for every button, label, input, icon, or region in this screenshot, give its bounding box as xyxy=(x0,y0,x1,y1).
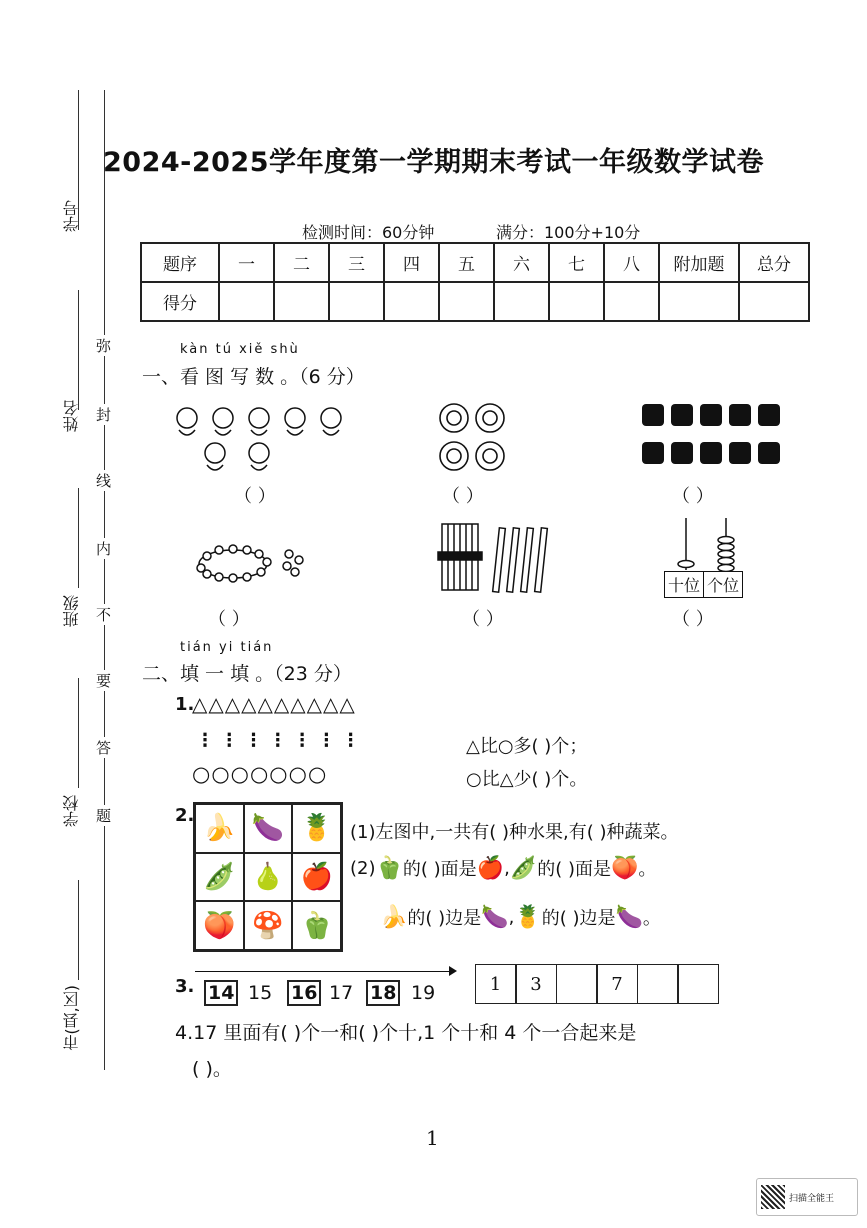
q4-continuation: ( )。 xyxy=(192,1058,232,1080)
table-header-cell: 八 xyxy=(604,243,659,282)
bell-pepper-icon: 🫑 xyxy=(292,901,341,950)
seal-char: 不 xyxy=(96,606,112,624)
q2-part2-prefix: (2) xyxy=(350,857,376,879)
table-header-cell: 总分 xyxy=(739,243,809,282)
abacus xyxy=(664,516,750,572)
page-title: 2024-2025学年度第一学期期末考试一年级数学试卷 xyxy=(103,147,764,178)
score-cell[interactable] xyxy=(604,282,659,321)
q2-part2-end: 。 xyxy=(638,859,657,880)
answer-blank[interactable]: （ ） xyxy=(672,486,714,507)
pear-icon: 🍐 xyxy=(244,853,293,902)
q1-dots: ⋮ ⋮ ⋮ ⋮ ⋮ ⋮ ⋮ xyxy=(196,730,360,751)
q1-circles: ○○○○○○○ xyxy=(192,762,328,786)
beads-necklace xyxy=(195,540,315,590)
binding-line xyxy=(104,90,105,1070)
q1-question-a: △比○多( )个； xyxy=(466,736,588,757)
q2-label: 2. xyxy=(175,805,195,826)
score-cell[interactable] xyxy=(274,282,329,321)
seal-char: 弥 xyxy=(96,337,112,355)
figure-icon xyxy=(205,443,225,470)
number-line-arrow xyxy=(449,966,457,976)
lions-group-4 xyxy=(436,400,510,476)
seal-char: 答 xyxy=(96,739,112,757)
apple-icon: 🍎 xyxy=(292,853,341,902)
sequence-box[interactable]: 3 xyxy=(515,964,557,1004)
sequence-box[interactable]: 1 xyxy=(475,964,517,1004)
figure-icon xyxy=(213,408,233,435)
ones-label: 个位 xyxy=(707,576,740,595)
number-line xyxy=(195,971,453,972)
eggplant-icon: 🍆 xyxy=(481,904,509,930)
q2-part3-sep: , xyxy=(508,906,515,928)
table-header-cell: 五 xyxy=(439,243,494,282)
seal-char: 封 xyxy=(96,406,112,424)
score-cell[interactable] xyxy=(549,282,604,321)
place-value-labels xyxy=(664,571,743,598)
peach-icon: 🍑 xyxy=(195,901,244,950)
table-header-cell: 一 xyxy=(219,243,274,282)
q1-triangles: △△△△△△△△△△ xyxy=(192,692,356,716)
number-line-label: 16 xyxy=(287,980,321,1006)
margin-line xyxy=(78,678,79,788)
figure-icon xyxy=(249,443,269,470)
seal-char: 题 xyxy=(96,807,112,825)
score-cell[interactable] xyxy=(439,282,494,321)
school-label: 学校 xyxy=(62,795,81,827)
scanner-watermark xyxy=(756,1178,858,1216)
qr-code-icon xyxy=(761,1185,785,1209)
watermark-label: 扫描全能王 xyxy=(789,1193,835,1204)
margin-line xyxy=(78,290,79,410)
table-header-cell: 二 xyxy=(274,243,329,282)
table-header-cell: 题序 xyxy=(141,243,219,282)
q4-text: 4.17 里面有( )个一和( )个十,1 个十和 4 个一合起来是 xyxy=(175,1022,637,1044)
answer-blank[interactable]: （ ） xyxy=(462,609,504,630)
sequence-box[interactable]: 7 xyxy=(596,964,638,1004)
seal-char: 要 xyxy=(96,672,112,690)
exam-time: 检测时间：60分钟 xyxy=(302,223,435,242)
seal-char: 内 xyxy=(96,540,112,558)
score-table xyxy=(140,242,810,322)
number-line-label: 18 xyxy=(366,980,400,1006)
eggplant-icon: 🍆 xyxy=(615,904,643,930)
exam-full-score: 满分：100分+10分 xyxy=(496,223,641,242)
figure-icon xyxy=(285,408,305,435)
table-header-cell: 附加题 xyxy=(659,243,739,282)
q2-part3 xyxy=(380,904,661,930)
sequence-box[interactable] xyxy=(677,964,719,1004)
city-label: 市(县,区) xyxy=(62,985,81,1051)
section2-title: 二、填 一 填 。（23 分） xyxy=(142,663,352,685)
pineapple-icon: 🍍 xyxy=(292,804,341,853)
sequence-box[interactable] xyxy=(637,964,679,1004)
mushroom-icon: 🍄 xyxy=(244,901,293,950)
number-line-label: 17 xyxy=(329,982,354,1004)
apple-icon: 🍎 xyxy=(476,855,505,881)
banana-icon: 🍌 xyxy=(195,804,244,853)
score-cell[interactable] xyxy=(494,282,549,321)
q2-part3-text: 的( )边是 xyxy=(407,908,482,929)
answer-blank[interactable]: （ ） xyxy=(442,486,484,507)
figure-icon xyxy=(249,408,269,435)
score-cell[interactable] xyxy=(659,282,739,321)
page-number: 1 xyxy=(426,1126,439,1150)
answer-blank[interactable]: （ ） xyxy=(234,486,276,507)
sticks-bundle xyxy=(436,520,554,596)
score-cell[interactable] xyxy=(329,282,384,321)
pineapple-icon: 🍍 xyxy=(514,904,542,930)
q1-label: 1. xyxy=(175,694,195,715)
produce-grid xyxy=(193,802,343,952)
score-cell[interactable] xyxy=(739,282,809,321)
figures-group-7 xyxy=(165,398,355,478)
margin-line xyxy=(78,880,79,980)
oxen-group-10 xyxy=(638,398,784,474)
class-label: 班级 xyxy=(62,595,81,627)
q2-part2 xyxy=(350,855,656,881)
peach-icon: 🍑 xyxy=(611,855,639,881)
figure-icon xyxy=(321,408,341,435)
section1-title: 一、看 图 写 数 。（6 分） xyxy=(142,366,365,388)
q2-part1: (1)左图中,一共有( )种水果,有( )种蔬菜。 xyxy=(350,822,679,843)
q2-part2-text: 的( )面是 xyxy=(537,859,612,880)
sequence-boxes xyxy=(476,964,719,1004)
q2-part2-sep: , xyxy=(504,857,510,879)
q3-label: 3. xyxy=(175,976,195,997)
table-row-label: 得分 xyxy=(141,282,219,321)
q2-part3-end: 。 xyxy=(642,908,661,929)
q2-part3-text: 的( )边是 xyxy=(541,908,616,929)
section1-pinyin: kàn tú xiě shù xyxy=(180,342,300,357)
name-label: 姓名 xyxy=(62,400,81,432)
number-line-label: 15 xyxy=(248,982,273,1004)
student-no-label: 学号 xyxy=(62,200,81,232)
q1-question-b: ○比△少( )个。 xyxy=(466,769,588,790)
score-cell[interactable] xyxy=(384,282,439,321)
table-header-cell: 四 xyxy=(384,243,439,282)
table-header-cell: 三 xyxy=(329,243,384,282)
number-line-label: 19 xyxy=(411,982,436,1004)
tens-label: 十位 xyxy=(665,572,704,597)
score-cell[interactable] xyxy=(219,282,274,321)
figure-icon xyxy=(177,408,197,435)
pea-pod-icon: 🫛 xyxy=(195,853,244,902)
seal-char: 线 xyxy=(96,472,112,490)
eggplant-icon: 🍆 xyxy=(244,804,293,853)
banana-icon: 🍌 xyxy=(380,904,408,930)
number-line-label: 14 xyxy=(204,980,238,1006)
answer-blank[interactable]: （ ） xyxy=(208,609,250,630)
section2-pinyin: tián yi tián xyxy=(180,640,274,655)
margin-line xyxy=(78,488,79,588)
q2-part2-text: 的( )面是 xyxy=(402,859,477,880)
table-header-cell: 六 xyxy=(494,243,549,282)
bell-pepper-icon: 🫑 xyxy=(375,855,403,881)
sequence-box[interactable] xyxy=(556,964,598,1004)
table-header-cell: 七 xyxy=(549,243,604,282)
pea-pod-icon: 🫛 xyxy=(509,855,538,881)
answer-blank[interactable]: （ ） xyxy=(672,609,714,630)
